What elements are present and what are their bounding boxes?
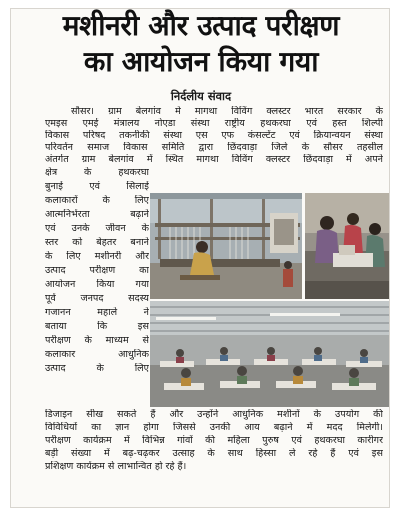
headline-line-1: मशीनरी और उत्पाद परीक्षण	[62, 9, 340, 42]
photo-women-at-machine	[305, 193, 390, 299]
column-line: परीक्षण के माध्यम से	[45, 335, 149, 346]
body-line: एमइस एमई मंत्रालय नोएडा संस्था राष्ट्रीय हथकरघा एवं हस्त शिल्पी	[45, 118, 383, 129]
column-line: आत्मनिर्भरता बढ़ाने	[45, 209, 149, 220]
body-line: डिजाइन सीख सकते हैं और उन्होंने आधुनिक मशीनों के उपयोग की	[45, 409, 383, 420]
photo-weaving-workshop	[150, 193, 302, 299]
column-line: के लिए मशीनरी और	[45, 251, 149, 262]
column-line: उत्पाद के लिए	[45, 363, 149, 374]
column-line: पूर्व जनपद सदस्य	[45, 293, 149, 304]
body-line: विविधियों का ज्ञान होगा जिससे उनकी आय बढ़ाने में मदद मिलेगी।	[45, 422, 383, 433]
column-line: कलाकारों के लिए	[45, 195, 149, 206]
column-line: गजानन महाले ने	[45, 307, 149, 318]
column-line: क्षेत्र के हथकरघा	[45, 167, 149, 178]
photo-sewing-hall	[150, 301, 390, 407]
column-line: बताया कि इस	[45, 321, 149, 332]
body-line: परिवर्तन समाज विकास समिति द्वारा छिंदवाड़ा जिले के सौसर तहसील	[45, 142, 383, 153]
body-line: बड़ी संख्या में बढ़-चढ़कर उत्साह के साथ हिस्सा ले रहे हैं एवं इस	[45, 448, 383, 459]
byline: निर्दलीय संवाद	[170, 89, 232, 103]
headline-line-2: का आयोजन किया गया	[83, 45, 319, 78]
column-line: आयोजन किया गया	[45, 279, 149, 290]
body-line: परीक्षण कार्यक्रम में विभिन्न गांवों की महिला पुरुष एवं हथकरघा कारीगर	[45, 435, 383, 446]
column-line: कलाकार आधुनिक	[45, 349, 149, 360]
body-line: प्रशिक्षण कार्यक्रम से लाभान्वित हो रहे हैं।	[45, 461, 187, 472]
newspaper-clipping	[10, 8, 390, 508]
column-line: उत्पाद परीक्षण का	[45, 265, 149, 276]
column-line: स्तर को बेहतर बनाने	[45, 237, 149, 248]
body-line: विकास परिषद तकनीकी संस्था एस एफ कंसल्टेंट एवं क्रियान्वयन संस्था	[45, 130, 383, 141]
column-line: एवं उनके जीवन के	[45, 223, 149, 234]
body-line: अंतर्गत ग्राम बेलगांव में स्थित मागथा विविंग क्लस्टर छिंदवाड़ा में अपने	[45, 154, 383, 165]
body-line: सौसर। ग्राम बेलगांव मे मागथा विविंग क्लस्टर भारत सरकार के	[71, 106, 383, 117]
column-line: बुनाई एवं सिलाई	[45, 181, 149, 192]
